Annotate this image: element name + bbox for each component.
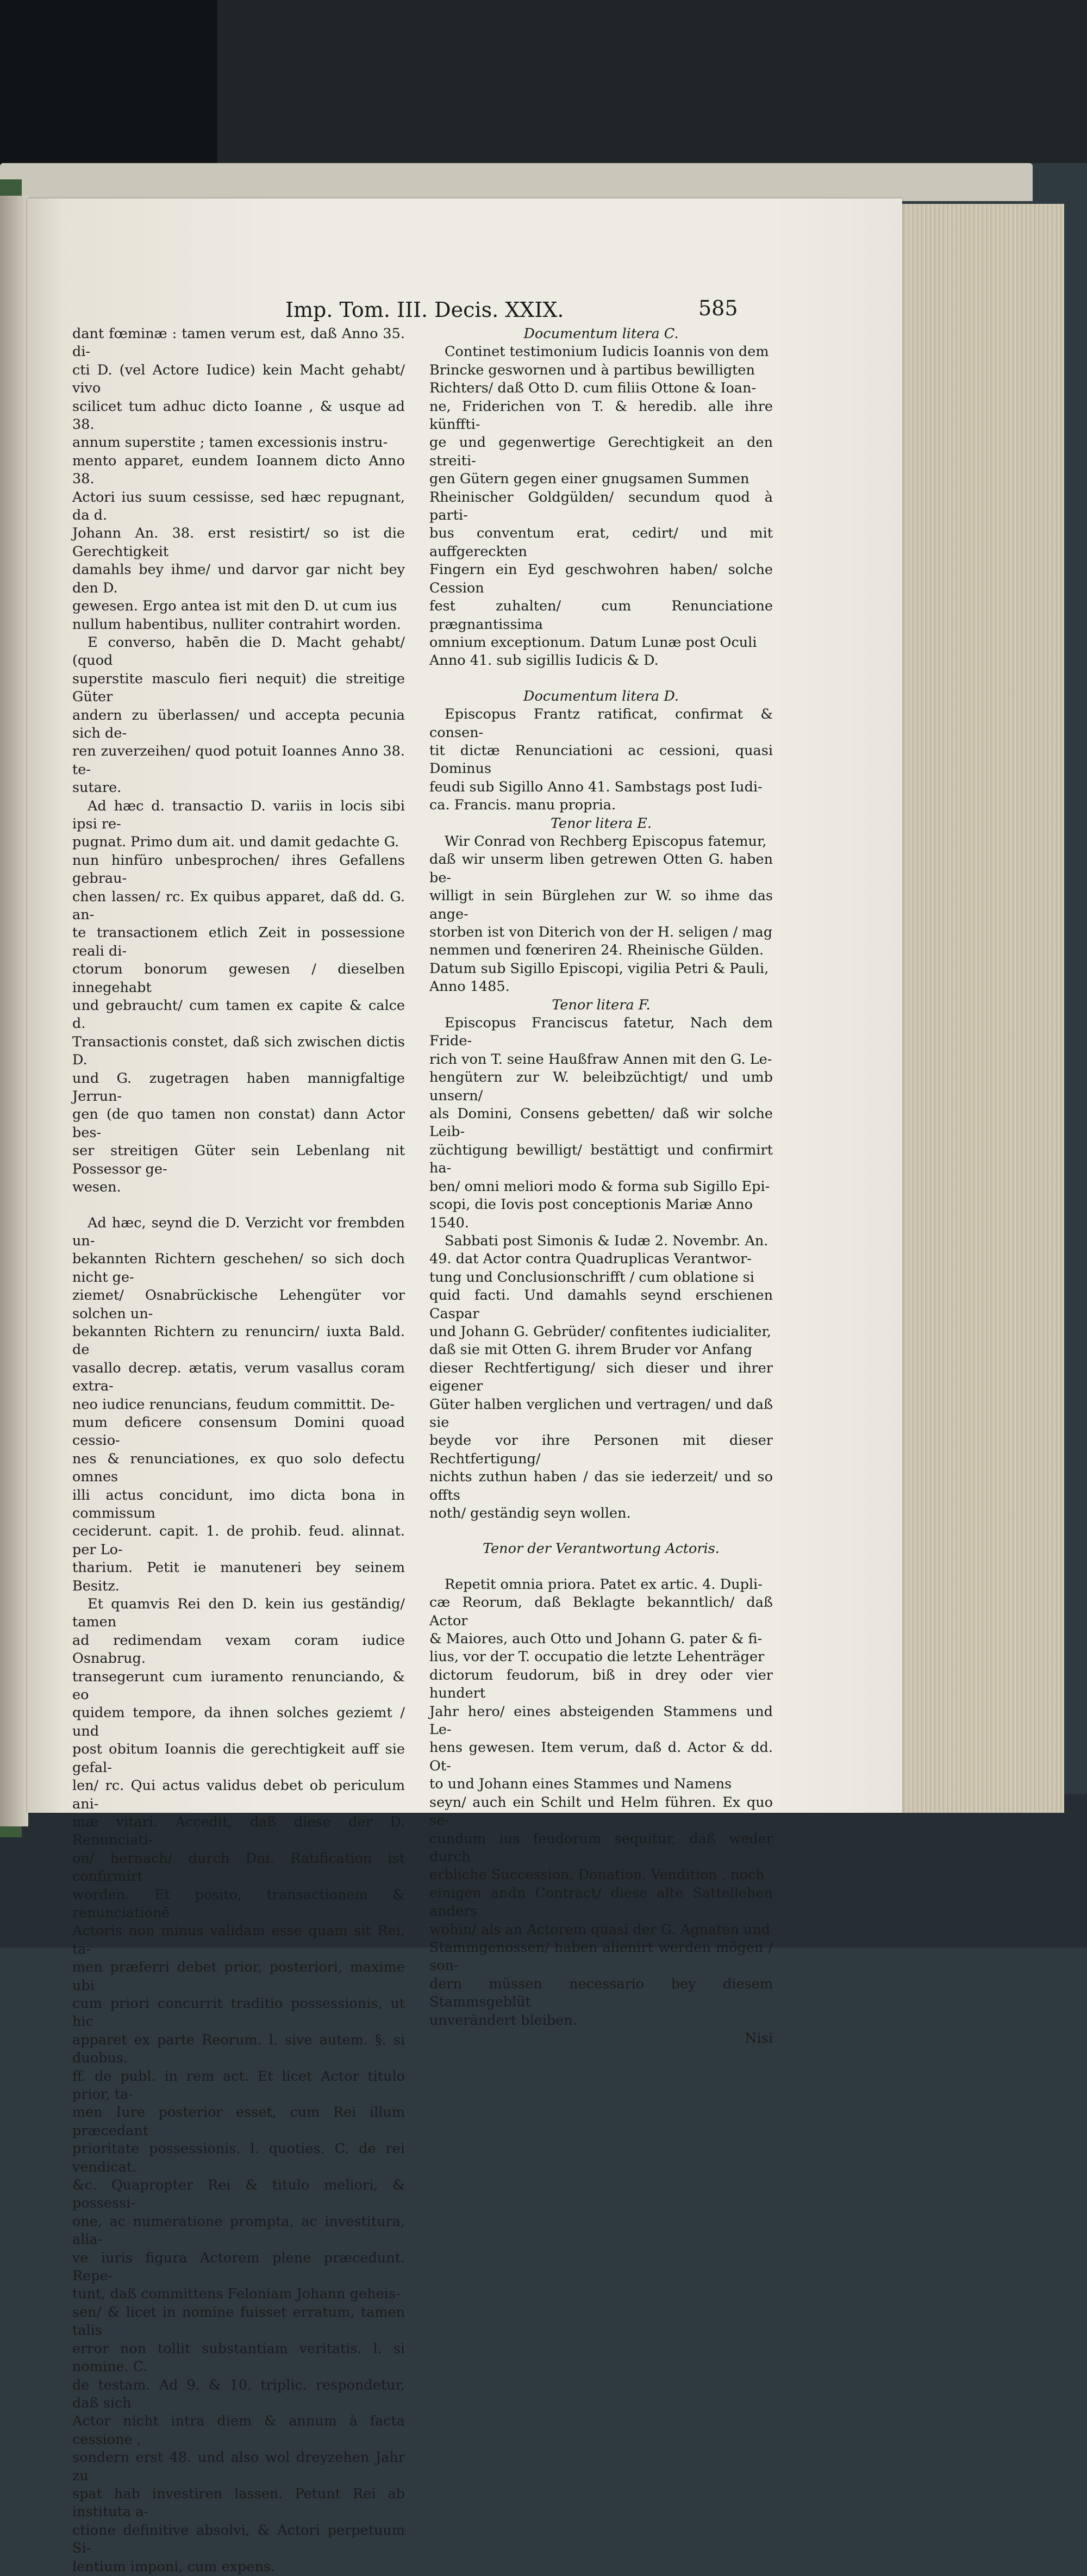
text-line: pugnat. Primo dum ait. und damit gedachte G.	[72, 834, 399, 851]
text-line: cæ Reorum, daß Beklagte bekanntlich/ daß Actor	[429, 1594, 773, 1629]
text-line: mento apparet, eundem Ioannem dicto Anno 38.	[72, 452, 405, 488]
text-line: gen Gütern gegen einer gnugsamen Summen	[429, 471, 749, 488]
text-line: ser streitigen Güter sein Lebenlang nit Possessor ge-	[72, 1143, 405, 1177]
text-line: gen (de quo tamen non constat) dann Actor bes-	[72, 1106, 405, 1141]
text-line: bus conventum erat, cedirt/ und mit auffgereckten	[429, 525, 773, 560]
text-line: & Maiores, auch Otto und Johann G. pater & fi-	[429, 1631, 763, 1648]
text-line: mæ vitari. Accedit, daß diese der D. Renunciati-	[72, 1813, 405, 1849]
text-line: wesen.	[72, 1179, 121, 1196]
text-line: willigt in sein Bürglehen zur W. so ihme das ange-	[429, 888, 773, 922]
text-line: Wir Conrad von Rechberg Episcopus fatemur,	[445, 833, 767, 850]
text-line: neo iudice renuncians, feudum committit. De-	[72, 1396, 395, 1413]
text-line: ctorum bonorum gewesen / dieselben innegehabt	[72, 961, 405, 996]
text-line: ceciderunt. capit. 1. de prohib. feud. alinnat. per Lo-	[72, 1523, 405, 1558]
text-line: Anno 41. sub sigillis Iudicis & D.	[429, 652, 659, 669]
text-line: te transactionem etlich Zeit in possessione reali di-	[72, 925, 405, 959]
text-line: E converso, habēn die D. Macht gehabt/ (quod	[72, 634, 405, 669]
text-line: prioritate possessionis. l. quoties. C. de rei vendicat.	[72, 2141, 405, 2175]
text-line: to und Johann eines Stammes und Namens	[429, 1776, 732, 1793]
text-line: quid facti. Und damahls seynd erschienen Caspar	[429, 1287, 773, 1322]
text-line: Brincke geswornen und à partibus bewilligten	[429, 361, 755, 378]
text-line: sutare.	[72, 779, 122, 796]
text-line: dictorum feudorum, biß in drey oder vier hundert	[429, 1667, 773, 1702]
text-line: spat hab investiren lassen. Petunt Rei ab instituta a-	[72, 2485, 405, 2521]
text-line: Güter halben verglichen und vertragen/ und daß sie	[429, 1396, 773, 1431]
text-line: storben ist von Diterich von der H. seligen / mag	[429, 924, 773, 940]
text-line: cum priori concurrit traditio possessionis, ut hic	[72, 1995, 405, 2030]
spacer	[429, 670, 773, 688]
text-line: cti D. (vel Actore Iudice) kein Macht gehabt/ vivo	[72, 361, 405, 397]
section-heading: Documentum litera D.	[523, 688, 679, 704]
text-line: ziemet/ Osnabrückische Lehengüter vor solchen un-	[72, 1287, 405, 1322]
text-line: ne, Friderichen von T. & heredib. alle ihre künffti-	[429, 398, 773, 433]
text-line: tunt, daß committens Feloniam Johann geheis-	[72, 2286, 401, 2303]
section-heading: Tenor litera F.	[552, 996, 651, 1013]
book-cover-edge	[0, 163, 1033, 201]
text-line: Fingern ein Eyd geschwohren haben/ solche Cession	[429, 562, 773, 596]
text-line: len/ rc. Qui actus validus debet ob periculum ani-	[72, 1777, 405, 1812]
text-line: Transactionis constet, daß sich zwischen dictis D.	[72, 1033, 405, 1069]
text-line: fest zuhalten/ cum Renunciatione prægnantissima	[429, 598, 773, 633]
text-line: und G. zugetragen haben mannigfaltige Jerrun-	[72, 1070, 405, 1105]
spacer	[429, 1523, 773, 1540]
text-line: lentium imponi, cum expens.	[72, 2558, 276, 2575]
catchword: Nisi	[745, 2030, 773, 2047]
text-line: &c. Quapropter Rei & titulo meliori, & possessi-	[72, 2177, 405, 2212]
text-line: tit dictæ Renunciationi ac cessioni, quasi Dominus	[429, 742, 773, 777]
text-line: ca. Francis. manu propria.	[429, 797, 616, 814]
text-line: de testam. Ad 9. & 10. triplic. respondetur, daß sich	[72, 2377, 405, 2411]
text-line: nun hinfüro unbesprochen/ ihres Gefallens gebrau-	[72, 852, 405, 887]
text-line: one, ac numeratione prompta, ac investitura, alia-	[72, 2213, 405, 2248]
text-line: tung und Conclusionschrifft / cum oblatione si	[429, 1269, 754, 1286]
text-line: transegerunt cum iuramento renunciando, & eo	[72, 1668, 405, 1704]
text-line: gewesen. Ergo antea ist mit den D. ut cum ius	[72, 598, 397, 615]
right-text-column	[429, 325, 773, 2048]
text-line: erbliche Succession, Donation, Vendition , noch	[429, 1867, 765, 1883]
text-line: ge und gegenwertige Gerechtigkeit an den streiti-	[429, 434, 773, 469]
text-line: hengütern zur W. beleibzüchtigt/ und umb unsern/	[429, 1069, 773, 1104]
text-line: bekannten Richtern geschehen/ so sich doch nicht ge-	[72, 1251, 405, 1286]
text-line: chen lassen/ rc. Ex quibus apparet, daß dd. G. an-	[72, 888, 405, 923]
text-line: Ad hæc, seynd die D. Verzicht vor frembden un-	[72, 1214, 405, 1249]
text-line: scopi, die Iovis post conceptionis Mariæ Anno	[429, 1196, 753, 1213]
section-heading: Tenor der Verantwortung Actoris.	[483, 1540, 720, 1557]
page-block-edges	[899, 204, 1064, 1813]
text-line: nemmen und fœneriren 24. Rheinische Gülden.	[429, 942, 764, 959]
text-line: Ad hæc d. transactio D. variis in locis sibi ipsi re-	[72, 797, 405, 832]
text-line: bekannten Richtern zu renuncirn/ iuxta Bald. de	[72, 1323, 405, 1358]
text-line: Datum sub Sigillo Episcopi, vigilia Petri & Pauli,	[429, 960, 769, 977]
section-heading: Documentum litera C.	[523, 326, 679, 342]
text-line: lius, vor der T. occupatio die letzte Lehenträger	[429, 1649, 765, 1666]
text-line: Johann An. 38. erst resistirt/ so ist die Gerechtigkeit	[72, 525, 405, 560]
text-line: andern zu überlassen/ und accepta pecunia sich de-	[72, 707, 405, 741]
text-line: ben/ omni meliori modo & forma sub Sigillo Epi-	[429, 1178, 770, 1195]
text-line: beyde vor ihre Personen mit dieser Rechtfertigung/	[429, 1432, 773, 1467]
text-line: men præferri debet prior, posteriori, maxime ubi	[72, 1959, 405, 1994]
text-line: dern müssen necessario bey diesem Stammsgeblüt	[429, 1975, 773, 2011]
text-line: Sabbati post Simonis & Iudæ 2. Novembr. An.	[445, 1232, 769, 1249]
text-line: nes & renunciationes, ex quo solo defectu omnes	[72, 1450, 405, 1486]
text-line: Continet testimonium Iudicis Ioannis von dem	[445, 344, 769, 360]
text-line: hens gewesen. Item verum, daß d. Actor & dd. Ot-	[429, 1739, 773, 1774]
text-line: nichts zuthun haben / das sie iederzeit/ und so offts	[429, 1469, 773, 1504]
text-line: men Iure posterior esset, cum Rei illum præcedant	[72, 2104, 405, 2139]
text-line: post obitum Ioannis die gerechtigkeit auff sie gefal-	[72, 1741, 405, 1776]
text-line: unverändert bleiben.	[429, 2012, 577, 2029]
text-line: sondern erst 48. und also wol dreyzehen Jahr zu	[72, 2449, 405, 2484]
text-line: 49. dat Actor contra Quadruplicas Verantwor-	[429, 1251, 752, 1268]
text-line: züchtigung bewilligt/ bestättigt und confirmirt ha-	[429, 1142, 773, 1177]
text-line: Rheinischer Goldgülden/ secundum quod à parti-	[429, 489, 773, 524]
text-line: feudi sub Sigillo Anno 41. Sambstags post Iudi-	[429, 778, 763, 795]
left-text-column	[72, 325, 405, 2576]
text-line: Jahr hero/ eines absteigenden Stammens und Le-	[429, 1703, 773, 1738]
text-line: worden. Et posito, transactionem & renunciationē	[72, 1886, 405, 1921]
text-line: Anno 1485.	[429, 978, 510, 995]
text-line: ad redimendam vexam coram iudice Osnabrug.	[72, 1632, 405, 1667]
text-line: daß sie mit Otten G. ihrem Bruder vor Anfang	[429, 1342, 752, 1358]
text-line: scilicet tum adhuc dicto Ioanne , & usque ad 38.	[72, 398, 405, 433]
text-line: und Johann G. Gebrüder/ confitentes iudicialiter,	[429, 1323, 771, 1340]
text-line: error non tollit substantiam veritatis. l. si nomine. C.	[72, 2340, 405, 2375]
spacer	[72, 1197, 405, 1214]
text-line: daß wir unserm liben getrewen Otten G. haben be-	[429, 851, 773, 886]
text-line: wohin/ als an Actorem quasi der G. Agnaten und	[429, 1921, 771, 1938]
text-line: damahls bey ihme/ und darvor gar nicht bey den D.	[72, 562, 405, 596]
text-line: sen/ & licet in nomine fuisset erratum, tamen talis	[72, 2304, 405, 2339]
text-line: als Domini, Consens gebetten/ daß wir solche Leib-	[429, 1106, 773, 1140]
text-line: ve iuris figura Actorem plene præcedunt. Repe-	[72, 2249, 405, 2285]
text-line: und gebraucht/ cum tamen ex capite & calce d.	[72, 997, 405, 1032]
text-line: Stammgenossen/ haben alienirt werden mögen / son-	[429, 1939, 773, 1974]
text-line: vasallo decrep. ætatis, verum vasallus coram extra-	[72, 1359, 405, 1395]
text-line: ff. de publ. in rem act. Et licet Actor titulo prior, ta-	[72, 2068, 405, 2103]
text-line: ctione definitive absolvi, & Actori perpetuum Si-	[72, 2522, 405, 2557]
text-line: superstite masculo fieri nequit) die streitige Güter	[72, 670, 405, 706]
text-line: Episcopus Franciscus fatetur, Nach dem Fride-	[429, 1015, 773, 1050]
text-line: noth/ geständig seyn wollen.	[429, 1505, 631, 1521]
text-line: Actoris non minus validam esse quam sit Rei, ta-	[72, 1923, 405, 1957]
text-line: illi actus concidunt, imo dicta bona in commissum	[72, 1487, 405, 1521]
facing-page-edge	[0, 196, 28, 1826]
text-line: einigen andn Contract/ diese alte Sattellehen anders	[429, 1885, 773, 1920]
spacer	[429, 1558, 773, 1576]
text-line: Actori ius suum cessisse, sed hæc repugnant, da d.	[72, 489, 405, 524]
text-line: dieser Rechtfertigung/ sich dieser und ihrer eigener	[429, 1359, 773, 1395]
text-line: tharium. Petit ie manuteneri bey seinem Besitz.	[72, 1560, 405, 1594]
text-line: Richters/ daß Otto D. cum filiis Ottone & Ioan-	[429, 380, 757, 397]
running-head: Imp. Tom. III. Decis. XXIX.	[285, 298, 564, 322]
text-line: omnium exceptionum. Datum Lunæ post Oculi	[429, 634, 757, 651]
text-line: Repetit omnia priora. Patet ex artic. 4. Dupli-	[445, 1576, 763, 1593]
text-line: cundum ius feudorum sequitur, daß weder durch	[429, 1830, 773, 1865]
text-line: quidem tempore, da ihnen solches geziemt / und	[72, 1705, 405, 1739]
text-line: seyn/ auch ein Schilt und Helm führen. Ex quo se-	[429, 1794, 773, 1829]
text-line: ren zuverzeihen/ quod potuit Ioannes Anno 38. te-	[72, 743, 405, 778]
text-line: dant fœminæ : tamen verum est, daß Anno 35. di-	[72, 326, 405, 360]
text-line: rich von T. seine Haußfraw Annen mit den G. Le-	[429, 1051, 772, 1068]
text-line: nullum habentibus, nulliter contrahirt worden.	[72, 616, 401, 633]
page-number: 585	[698, 296, 738, 320]
text-line: 1540.	[429, 1214, 470, 1231]
background-shadow	[0, 0, 217, 179]
text-line: mum deficere consensum Domini quoad cessio-	[72, 1414, 405, 1449]
text-line: Et quamvis Rei den D. kein ius geständig/ tamen	[72, 1596, 405, 1631]
text-line: apparet ex parte Reorum. l. sive autem. §. si duobus.	[72, 2031, 405, 2067]
section-heading: Tenor litera E.	[550, 815, 652, 832]
text-line: annum superstite ; tamen excessionis instru-	[72, 434, 388, 451]
text-line: on/ hernach/ durch Dni. Ratification ist confirmirt	[72, 1850, 405, 1885]
text-line: Actor nicht intra diem & annum à facta cessione ,	[72, 2413, 405, 2448]
text-line: Episcopus Frantz ratificat, confirmat & consen-	[429, 706, 773, 741]
